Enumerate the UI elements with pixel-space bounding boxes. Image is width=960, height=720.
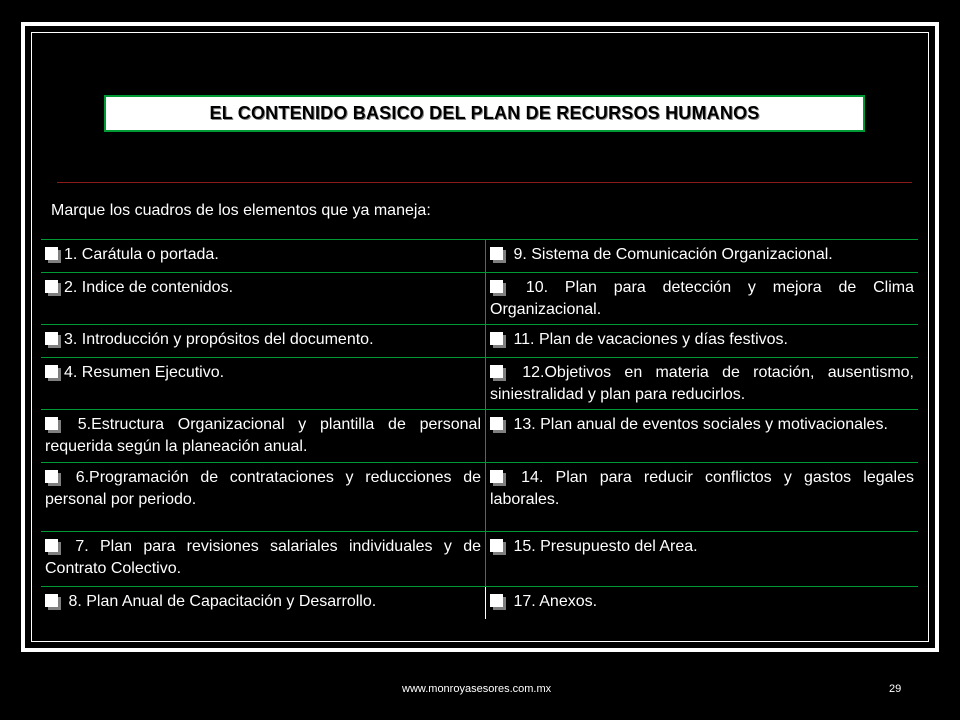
checklist-item[interactable] (486, 358, 919, 410)
checklist-item[interactable] (41, 240, 486, 273)
title-banner (104, 95, 865, 132)
table-row (41, 587, 918, 619)
checklist-item-label: 11. Plan de vacaciones y días festivos. (509, 331, 788, 348)
checklist-item[interactable] (486, 410, 919, 463)
table-row (41, 410, 918, 463)
checklist-item[interactable] (41, 532, 486, 587)
table-row (41, 273, 918, 325)
checklist-item-label: 4. Resumen Ejecutivo. (64, 364, 225, 381)
checklist-item[interactable] (486, 325, 919, 358)
checklist-item[interactable] (486, 240, 919, 273)
checklist-item-label: 3. Introducción y propósitos del documento. (64, 331, 374, 348)
checklist-item-label: 17. Anexos. (509, 593, 598, 610)
checklist-item[interactable] (41, 273, 486, 325)
checklist-item-label: 5.Estructura Organizacional y plantilla de personal requerida según la planeación anual. (45, 416, 481, 455)
checklist-item[interactable] (41, 410, 486, 463)
checklist-item-label: 9. Sistema de Comunicación Organizacional. (509, 246, 833, 263)
checkbox-icon[interactable] (490, 594, 503, 607)
checkbox-icon[interactable] (45, 280, 58, 293)
table-row (41, 240, 918, 273)
checkbox-icon[interactable] (490, 332, 503, 345)
checkbox-icon[interactable] (490, 470, 503, 483)
checkbox-icon[interactable] (490, 417, 503, 430)
checklist-item[interactable] (41, 325, 486, 358)
checkbox-icon[interactable] (45, 417, 58, 430)
checklist-item[interactable] (486, 587, 919, 619)
checklist-item-label: 8. Plan Anual de Capacitación y Desarrollo. (64, 593, 377, 610)
checkbox-icon[interactable] (490, 247, 503, 260)
checklist-item[interactable] (486, 273, 919, 325)
checklist-item-label: 14. Plan para reducir conflictos y gastos legales laborales. (490, 469, 914, 508)
divider-rule (57, 182, 912, 183)
checkbox-icon[interactable] (490, 280, 503, 293)
slide-title: EL CONTENIDO BASICO DEL PLAN DE RECURSOS HUMANOS (209, 103, 760, 123)
checklist-table (41, 239, 918, 619)
checklist-item-label: 6.Programación de contrataciones y reducciones de personal por periodo. (45, 469, 481, 508)
checkbox-icon[interactable] (45, 365, 58, 378)
checklist-item[interactable] (486, 463, 919, 532)
checklist-item[interactable] (41, 358, 486, 410)
footer-url: www.monroyasesores.com.mx (402, 683, 552, 695)
checklist-item[interactable] (41, 463, 486, 532)
checkbox-icon[interactable] (45, 539, 58, 552)
checklist-item-label: 13. Plan anual de eventos sociales y motivacionales. (509, 416, 888, 433)
checklist-item-label: 2. Indice de contenidos. (64, 279, 234, 296)
checklist-item[interactable] (486, 532, 919, 587)
checklist-item-label: 7. Plan para revisiones salariales individuales y de Contrato Colectivo. (45, 538, 481, 577)
checkbox-icon[interactable] (490, 539, 503, 552)
table-row (41, 325, 918, 358)
checkbox-icon[interactable] (45, 470, 58, 483)
instruction-text: Marque los cuadros de los elementos que ya maneja: (51, 202, 431, 219)
checkbox-icon[interactable] (45, 594, 58, 607)
table-row (41, 358, 918, 410)
checkbox-icon[interactable] (45, 247, 58, 260)
checkbox-icon[interactable] (490, 365, 503, 378)
checklist-item-label: 10. Plan para detección y mejora de Clima Organizacional. (490, 279, 914, 318)
checklist-item-label: 12.Objetivos en materia de rotación, ausentismo, siniestralidad y plan para reducirlos. (490, 364, 914, 403)
checkbox-icon[interactable] (45, 332, 58, 345)
checklist-item-label: 1. Carátula o portada. (64, 246, 219, 263)
checklist-item[interactable] (41, 587, 486, 619)
table-row (41, 532, 918, 587)
page-number: 29 (889, 683, 902, 695)
table-row (41, 463, 918, 532)
checklist-item-label: 15. Presupuesto del Area. (509, 538, 698, 555)
